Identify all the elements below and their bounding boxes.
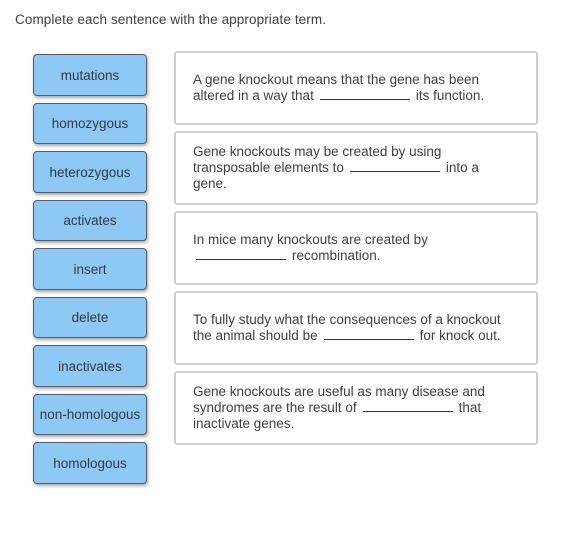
blank-drop-target[interactable]: [363, 400, 453, 412]
term-heterozygous[interactable]: heterozygous: [33, 151, 147, 193]
sentence-text: [193, 312, 513, 344]
sentence-list: [174, 51, 538, 451]
term-mutations[interactable]: mutations: [33, 54, 147, 96]
sentence-before: Gene knockouts may be created by using transposable elements to: [193, 144, 442, 175]
sentence-after: recombination.: [292, 248, 381, 263]
blank-drop-target[interactable]: [350, 160, 440, 172]
sentence-text: [193, 384, 513, 432]
blank-drop-target[interactable]: [320, 88, 410, 100]
sentence-text: [193, 144, 513, 192]
term-delete[interactable]: delete: [33, 297, 147, 338]
term-homologous[interactable]: homologous: [33, 442, 147, 484]
blank-drop-target[interactable]: [324, 328, 414, 340]
term-non-homologous[interactable]: non-homologous: [33, 394, 147, 435]
term-insert[interactable]: insert: [33, 248, 147, 290]
term-inactivates[interactable]: inactivates: [33, 345, 147, 387]
sentence-after: that inactivate genes.: [193, 400, 482, 431]
sentence-box: [174, 371, 538, 445]
sentence-box: [174, 211, 538, 285]
term-activates[interactable]: activates: [33, 200, 147, 241]
sentence-before: In mice many knockouts are created by: [193, 232, 428, 247]
sentence-box: [174, 131, 538, 205]
term-homozygous[interactable]: homozygous: [33, 103, 147, 144]
sentence-before: To fully study what the consequences of a knockout the animal should be: [193, 312, 501, 343]
sentence-before: Gene knockouts are useful as many disease and syndromes are the result of: [193, 384, 485, 415]
sentence-after: its function.: [415, 88, 485, 103]
sentence-after: for knock out.: [419, 328, 501, 343]
instruction-text: Complete each sentence with the appropriate term.: [15, 12, 327, 27]
term-bank: [33, 54, 147, 491]
sentence-after: into a gene.: [193, 160, 479, 191]
sentence-text: [193, 232, 513, 264]
sentence-before: A gene knockout means that the gene has been altered in a way that: [193, 72, 479, 103]
sentence-box: [174, 291, 538, 365]
sentence-box: [174, 51, 538, 125]
blank-drop-target[interactable]: [196, 248, 286, 260]
sentence-text: [193, 72, 513, 104]
